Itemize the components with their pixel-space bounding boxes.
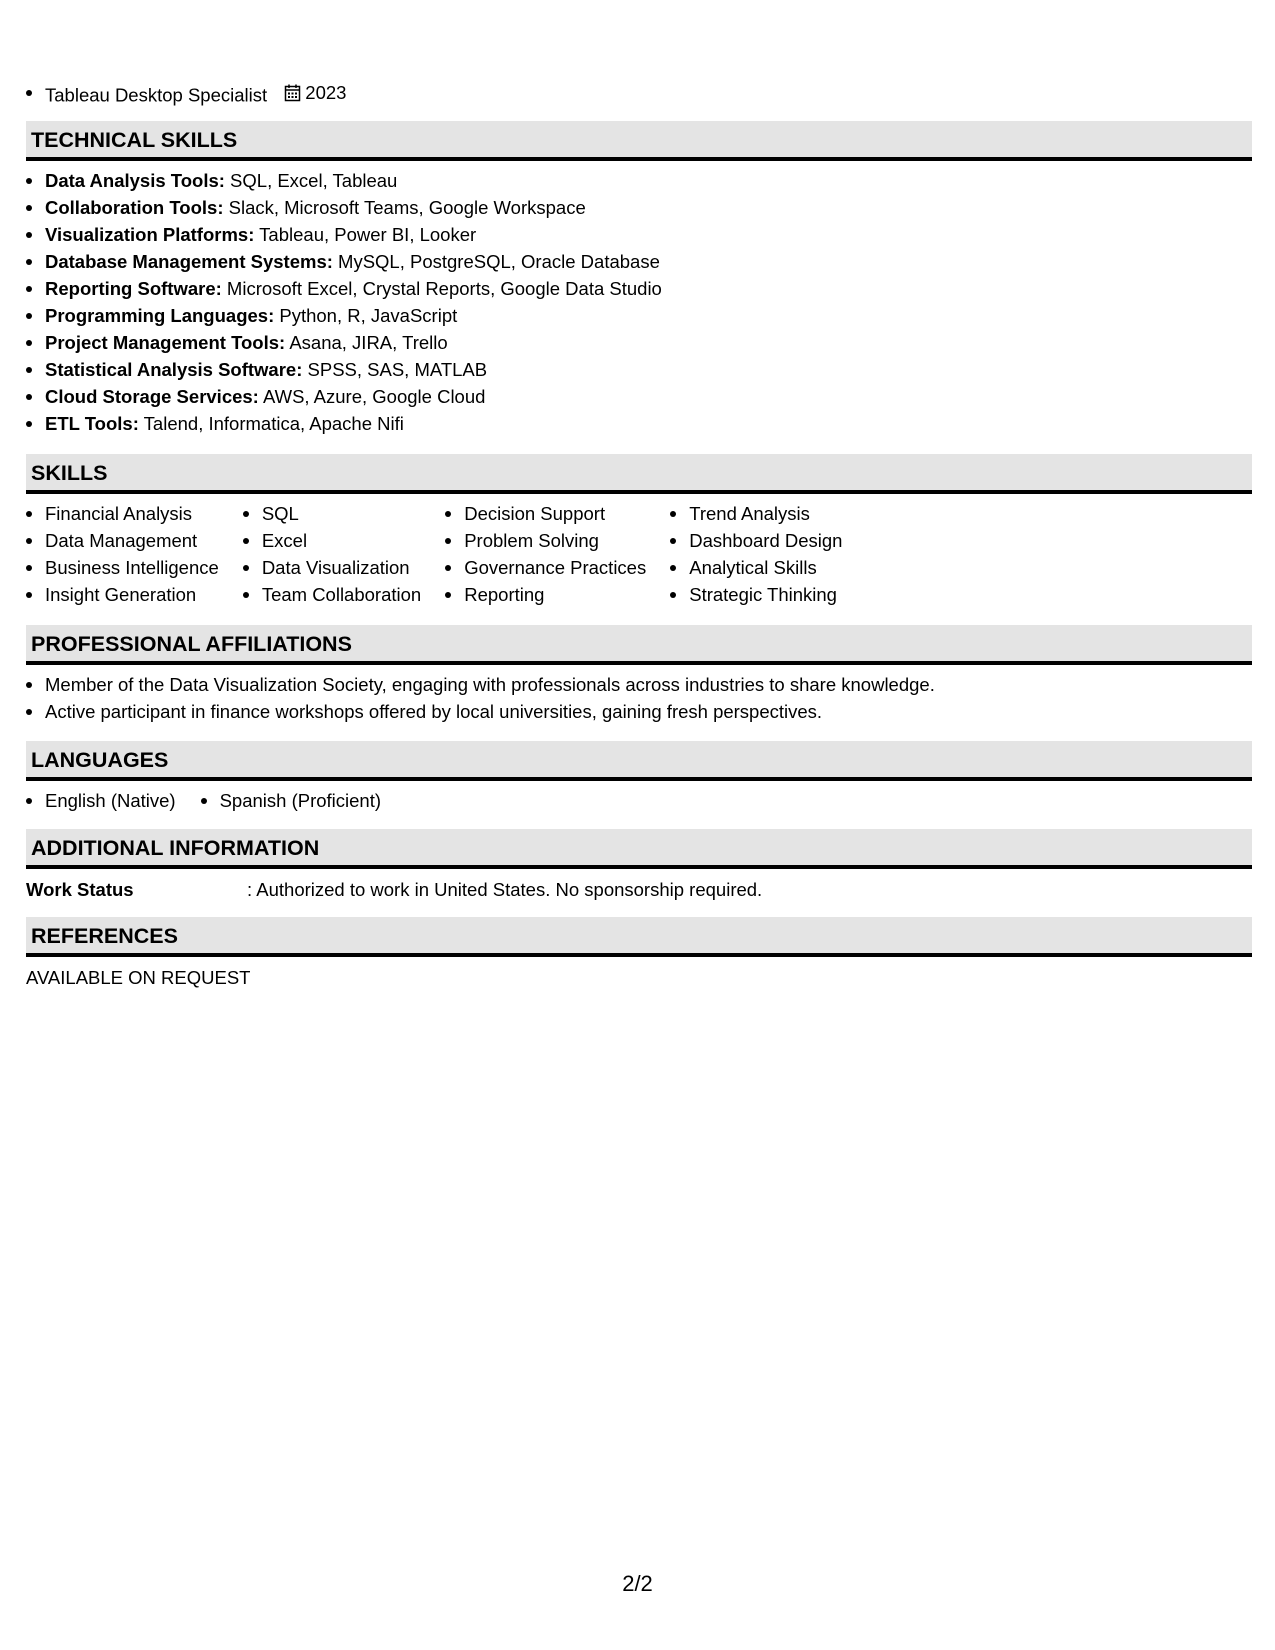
- skill-category-value: MySQL, PostgreSQL, Oracle Database: [332, 251, 660, 272]
- skills-column: [445, 500, 646, 608]
- section-title: LANGUAGES: [31, 748, 169, 772]
- certification-date: [284, 79, 346, 106]
- section-header-technical-skills: [26, 121, 1252, 161]
- skills-column: [670, 500, 842, 608]
- skill-category-value: Tableau, Power BI, Looker: [254, 224, 477, 245]
- skill-category-label: Visualization Platforms:: [45, 224, 255, 245]
- section-header-languages: [26, 741, 1252, 781]
- skill-item: Reporting: [445, 581, 646, 608]
- skill-item: Trend Analysis: [670, 500, 842, 527]
- section-title: REFERENCES: [31, 924, 178, 948]
- skill-item: Strategic Thinking: [670, 581, 842, 608]
- skill-item: Dashboard Design: [670, 527, 842, 554]
- skill-category-value: Asana, JIRA, Trello: [285, 332, 448, 353]
- skill-item: Financial Analysis: [26, 500, 219, 527]
- technical-skills-list: [26, 167, 662, 437]
- certification-name: Tableau Desktop Specialist: [45, 84, 268, 106]
- work-status-label: Work Status: [26, 879, 134, 900]
- skill-category-label: ETL Tools:: [45, 413, 139, 434]
- affiliation-item: Member of the Data Visualization Society, engaging with professionals across industries to share knowledge.: [26, 671, 935, 698]
- section-title: ADDITIONAL INFORMATION: [31, 836, 320, 860]
- skills-grid: [26, 500, 866, 608]
- skill-item: Business Intelligence: [26, 554, 219, 581]
- skills-column: [243, 500, 421, 608]
- skill-category-value: Talend, Informatica, Apache Nifi: [138, 413, 404, 434]
- language-item: Spanish (Proficient): [201, 787, 381, 814]
- technical-skill-item: [26, 383, 662, 410]
- affiliations-list: [26, 671, 935, 725]
- technical-skill-item: [26, 194, 662, 221]
- technical-skill-item: [26, 221, 662, 248]
- skill-category-label: Programming Languages:: [45, 305, 275, 326]
- skill-category-value: SQL, Excel, Tableau: [224, 170, 398, 191]
- page-number: 2/2: [622, 1571, 653, 1596]
- certification-year: 2023: [305, 82, 347, 103]
- affiliation-item: Active participant in finance workshops offered by local universities, gaining fresh perspectives.: [26, 698, 935, 725]
- skill-item: Problem Solving: [445, 527, 646, 554]
- section-header-skills: [26, 454, 1252, 494]
- certification-item: [26, 79, 346, 106]
- section-title: TECHNICAL SKILLS: [31, 128, 238, 152]
- skill-category-label: Data Analysis Tools:: [45, 170, 225, 191]
- skill-category-value: SPSS, SAS, MATLAB: [302, 359, 488, 380]
- section-header-additional-information: [26, 829, 1252, 869]
- technical-skill-item: [26, 302, 662, 329]
- work-status-value: : Authorized to work in United States. No sponsorship required.: [247, 879, 763, 900]
- skills-column: [26, 500, 219, 608]
- skill-item: Data Visualization: [243, 554, 421, 581]
- technical-skill-item: [26, 167, 662, 194]
- skill-category-value: Microsoft Excel, Crystal Reports, Google Data Studio: [221, 278, 662, 299]
- skill-category-label: Cloud Storage Services:: [45, 386, 259, 407]
- skill-category-label: Database Management Systems:: [45, 251, 333, 272]
- skill-category-label: Reporting Software:: [45, 278, 222, 299]
- skill-category-value: AWS, Azure, Google Cloud: [258, 386, 486, 407]
- certifications-list: [26, 79, 346, 106]
- skill-item: Excel: [243, 527, 421, 554]
- skill-category-label: Statistical Analysis Software:: [45, 359, 303, 380]
- section-title: SKILLS: [31, 461, 108, 485]
- skill-item: Data Management: [26, 527, 219, 554]
- technical-skill-item: [26, 410, 662, 437]
- skill-item: Governance Practices: [445, 554, 646, 581]
- references-text: AVAILABLE ON REQUEST: [26, 967, 251, 988]
- skill-item: Team Collaboration: [243, 581, 421, 608]
- skill-category-label: Collaboration Tools:: [45, 197, 224, 218]
- skill-item: SQL: [243, 500, 421, 527]
- skill-category-value: Python, R, JavaScript: [274, 305, 458, 326]
- calendar-icon: [284, 84, 301, 102]
- technical-skill-item: [26, 329, 662, 356]
- section-header-affiliations: [26, 625, 1252, 665]
- technical-skill-item: [26, 275, 662, 302]
- language-item: English (Native): [26, 787, 176, 814]
- technical-skill-item: [26, 356, 662, 383]
- skill-item: Analytical Skills: [670, 554, 842, 581]
- skill-category-value: Slack, Microsoft Teams, Google Workspace: [223, 197, 586, 218]
- skill-item: Decision Support: [445, 500, 646, 527]
- section-header-references: [26, 917, 1252, 957]
- languages-list: [26, 787, 406, 814]
- skill-item: Insight Generation: [26, 581, 219, 608]
- section-title: PROFESSIONAL AFFILIATIONS: [31, 632, 352, 656]
- skill-category-label: Project Management Tools:: [45, 332, 286, 353]
- technical-skill-item: [26, 248, 662, 275]
